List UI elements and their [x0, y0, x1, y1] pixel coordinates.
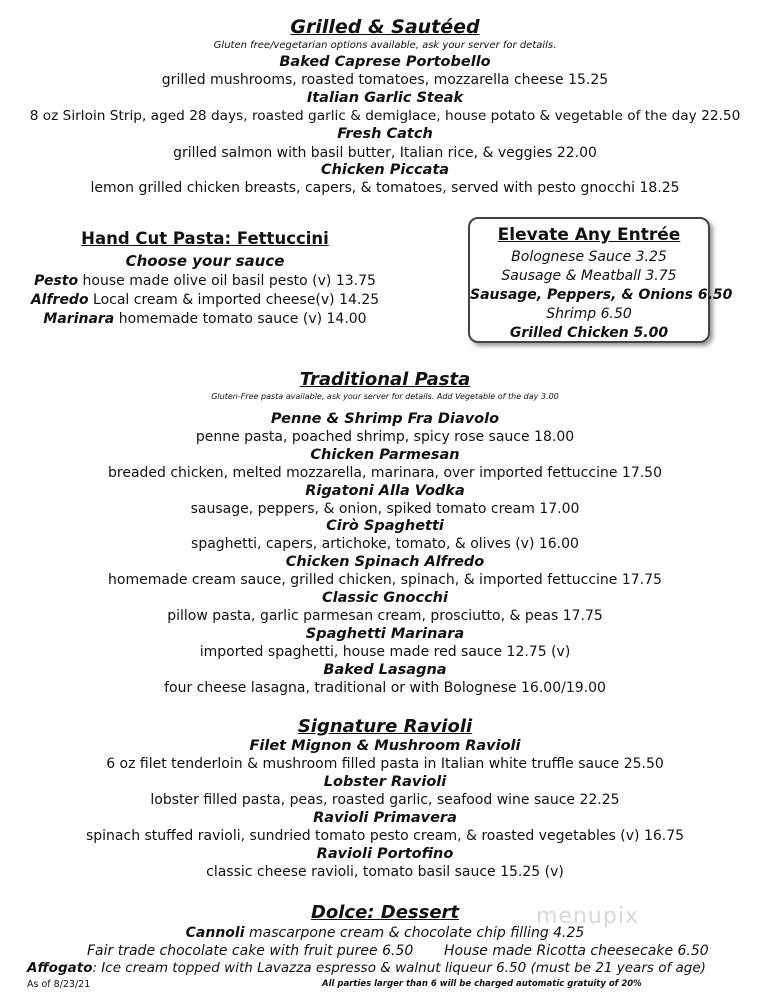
sauce-name: Pesto [34, 273, 79, 289]
menu-item-name: Ravioli Portofino [316, 846, 454, 862]
dessert-cannoli-name: Cannoli [185, 925, 245, 941]
traditional-section-title: Traditional Pasta [299, 369, 471, 390]
menupix-watermark: menupix [536, 904, 639, 929]
ravioli-section-title: Signature Ravioli [297, 716, 473, 737]
elevate-title: Elevate Any Entrée [497, 225, 681, 245]
menu-item-name: Chicken Parmesan [310, 447, 460, 463]
menu-item-name: Spaghetti Marinara [305, 626, 465, 642]
menu-item-name: Rigatoni Alla Vodka [305, 483, 465, 499]
menu-item-name: Baked Caprese Portobello [279, 54, 491, 70]
fettuccini-title: Hand Cut Pasta: Fettuccini [81, 229, 329, 248]
menu-item-desc: lemon grilled chicken breasts, capers, & tomatoes, served with pesto gnocchi 18.25 [90, 180, 680, 196]
menu-item-name: Chicken Piccata [320, 162, 450, 178]
menu-item-name: Filet Mignon & Mushroom Ravioli [249, 738, 521, 754]
menu-item-name: Ravioli Primavera [313, 810, 457, 826]
dessert-affogato-name: Affogato [27, 960, 93, 976]
menu-item-desc: spinach stuffed ravioli, sundried tomato pesto cream, & roasted vegetables (v) 16.75 [85, 828, 685, 844]
menu-item-desc: 6 oz filet tenderloin & mushroom filled pasta in Italian white truffle sauce 25.50 [106, 756, 664, 772]
menu-item-desc: spaghetti, capers, artichoke, tomato, & olives (v) 16.00 [191, 536, 579, 552]
menu-item-desc: imported spaghetti, house made red sauce 12.75 (v) [199, 644, 571, 660]
sauce-name: Alfredo [30, 292, 89, 308]
menu-item-desc: sausage, peppers, & onion, spiked tomato cream 17.00 [190, 501, 580, 517]
menu-item-desc: lobster filled pasta, peas, roasted garlic, seafood wine sauce 22.25 [150, 792, 620, 808]
menu-item-desc: 8 oz Sirloin Strip, aged 28 days, roasted garlic & demiglace, house potato & vegetable of the day 22.50 [29, 108, 741, 124]
addon-item: Shrimp 6.50 [546, 306, 632, 322]
menu-item-desc: four cheese lasagna, traditional or with Bolognese 16.00/19.00 [164, 680, 606, 696]
menu-item-name: Classic Gnocchi [322, 590, 448, 606]
sauce-desc: homemade tomato sauce (v) 14.00 [114, 311, 367, 327]
addon-item: Grilled Chicken 5.00 [509, 325, 669, 341]
menu-item-desc: breaded chicken, melted mozzarella, marinara, over imported fettuccine 17.50 [108, 465, 662, 481]
menu-date: As of 8/23/21 [27, 979, 91, 990]
menu-item-name: Chicken Spinach Alfredo [285, 554, 485, 570]
menu-item-desc: grilled mushrooms, roasted tomatoes, mozzarella cheese 15.25 [161, 72, 609, 88]
dessert-ricotta-cheesecake: House made Ricotta cheesecake 6.50 [444, 943, 709, 959]
dessert-affogato-desc: : Ice cream topped with Lavazza espresso & walnut liqueur 6.50 (must be 21 years of age) [92, 960, 706, 976]
menu-item-name: Italian Garlic Steak [306, 90, 464, 106]
addon-item: Bolognese Sauce 3.25 [511, 249, 667, 265]
traditional-section-note: Gluten-Free pasta available, ask your server for details. Add Vegetable of the day 3.00 [211, 392, 559, 401]
grilled-section-title: Grilled & Sautéed [290, 16, 480, 38]
menu-item-desc: grilled salmon with basil butter, Italian rice, & veggies 22.00 [173, 145, 597, 161]
gratuity-note: All parties larger than 6 will be charged automatic gratuity of 20% [322, 979, 642, 989]
elevate-entree-box [468, 217, 733, 343]
dessert-cannoli-desc: mascarpone cream & chocolate chip filling 4.25 [244, 925, 585, 941]
sauce-option-marinara [20, 311, 390, 327]
menu-item-name: Penne & Shrimp Fra Diavolo [270, 411, 500, 427]
menu-item-name: Baked Lasagna [323, 662, 447, 678]
addon-item: Sausage & Meatball 3.75 [501, 268, 677, 284]
dessert-cannoli [0, 925, 770, 941]
grilled-section-note: Gluten free/vegetarian options available, ask your server for details. [213, 40, 557, 51]
menu-item-name: Fresh Catch [337, 126, 433, 142]
menu-item-name: Lobster Ravioli [323, 774, 447, 790]
menu-item-desc: classic cheese ravioli, tomato basil sauce 15.25 (v) [206, 864, 564, 880]
dessert-chocolate-cake: Fair trade chocolate cake with fruit puree 6.50 [87, 943, 414, 959]
menu-item-desc: homemade cream sauce, grilled chicken, spinach, & imported fettuccine 17.75 [108, 572, 662, 588]
addon-item: Sausage, Peppers, & Onions 6.50 [470, 287, 733, 303]
sauce-option-pesto [20, 273, 390, 289]
fettuccini-subtitle: Choose your sauce [125, 252, 285, 270]
sauce-name: Marinara [43, 311, 115, 327]
sauce-desc: house made olive oil basil pesto (v) 13.75 [78, 273, 376, 289]
menu-item-name: Cirò Spaghetti [326, 518, 444, 534]
menu-item-desc: pillow pasta, garlic parmesan cream, prosciutto, & peas 17.75 [167, 608, 603, 624]
sauce-desc: Local cream & imported cheese(v) 14.25 [88, 292, 380, 308]
fettuccini-section [20, 229, 390, 327]
menu-item-desc: penne pasta, poached shrimp, spicy rose sauce 18.00 [195, 429, 575, 445]
sauce-option-alfredo [20, 292, 390, 308]
dessert-section-title: Dolce: Dessert [310, 902, 460, 923]
